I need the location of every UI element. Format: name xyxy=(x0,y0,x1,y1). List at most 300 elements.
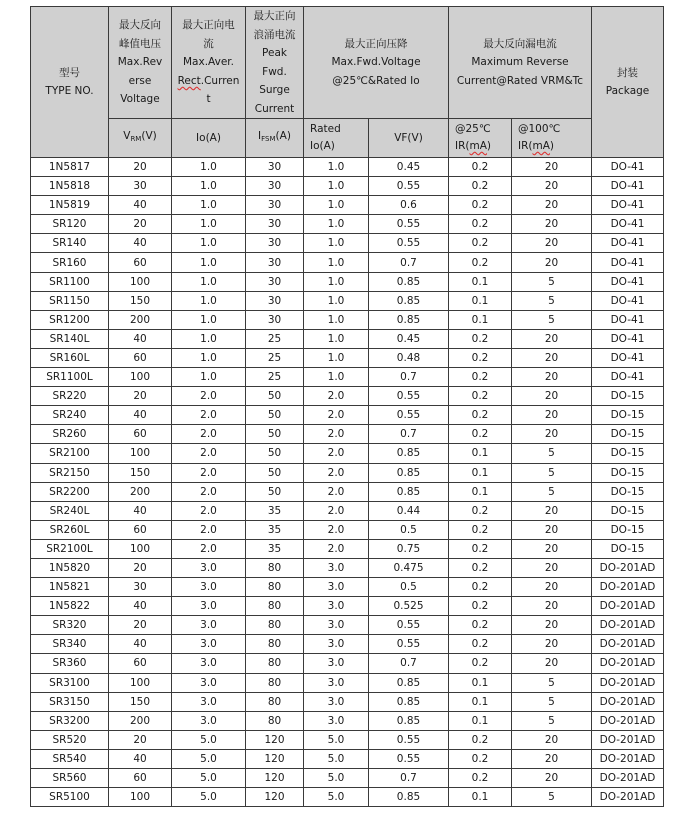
cell-vf: 0.44 xyxy=(369,501,449,520)
cell-io: 5.0 xyxy=(172,749,246,768)
cell-type: SR3100 xyxy=(31,673,109,692)
cell-vrm: 40 xyxy=(109,501,172,520)
table-row xyxy=(31,329,664,348)
header-ifsm-en1: Peak xyxy=(262,47,287,59)
cell-ir25: 0.1 xyxy=(449,692,512,711)
cell-ifsm: 30 xyxy=(246,310,304,329)
cell-io: 3.0 xyxy=(172,558,246,577)
table-row xyxy=(31,272,664,291)
cell-ir25: 0.2 xyxy=(449,749,512,768)
table-row xyxy=(31,310,664,329)
cell-ifsm: 25 xyxy=(246,329,304,348)
cell-vrm: 100 xyxy=(109,539,172,558)
header-ifsm-zh2: 浪涌电流 xyxy=(253,28,296,41)
cell-type: SR160L xyxy=(31,348,109,367)
header-vrm-en3: Voltage xyxy=(120,93,160,106)
cell-type: SR140L xyxy=(31,329,109,348)
cell-ir25: 0.1 xyxy=(449,788,512,807)
cell-ifsm: 120 xyxy=(246,769,304,788)
cell-vrm: 20 xyxy=(109,558,172,577)
cell-vf: 0.7 xyxy=(369,425,449,444)
unit-vrm-pre: V xyxy=(123,130,131,142)
cell-io: 1.0 xyxy=(172,234,246,253)
cell-vf: 0.5 xyxy=(369,578,449,597)
cell-ir100: 5 xyxy=(512,788,592,807)
cell-vrm: 20 xyxy=(109,387,172,406)
cell-vrm: 40 xyxy=(109,749,172,768)
cell-rated_io: 3.0 xyxy=(304,673,369,692)
cell-rated_io: 1.0 xyxy=(304,196,369,215)
cell-package: DO-41 xyxy=(592,253,664,272)
header-io-en2-rest: .Curren xyxy=(200,74,240,87)
unit-ifsm-pre: I xyxy=(258,130,262,142)
cell-package: DO-41 xyxy=(592,196,664,215)
cell-ir100: 5 xyxy=(512,310,592,329)
cell-ifsm: 80 xyxy=(246,616,304,635)
cell-io: 1.0 xyxy=(172,253,246,272)
cell-ir100: 20 xyxy=(512,635,592,654)
table-row xyxy=(31,692,664,711)
table-row xyxy=(31,387,664,406)
cell-type: SR5100 xyxy=(31,788,109,807)
cell-ir25: 0.2 xyxy=(449,158,512,177)
cell-package: DO-201AD xyxy=(592,749,664,768)
header-type-zh: 型号 xyxy=(59,66,80,79)
cell-ir25: 0.1 xyxy=(449,272,512,291)
cell-ir25: 0.1 xyxy=(449,310,512,329)
cell-rated_io: 5.0 xyxy=(304,730,369,749)
cell-type: SR1150 xyxy=(31,291,109,310)
cell-type: SR320 xyxy=(31,616,109,635)
cell-ir100: 20 xyxy=(512,368,592,387)
cell-io: 1.0 xyxy=(172,158,246,177)
cell-ir25: 0.1 xyxy=(449,444,512,463)
cell-ifsm: 120 xyxy=(246,730,304,749)
cell-vrm: 150 xyxy=(109,463,172,482)
cell-package: DO-15 xyxy=(592,406,664,425)
cell-vrm: 200 xyxy=(109,310,172,329)
cell-rated_io: 1.0 xyxy=(304,291,369,310)
cell-ir100: 20 xyxy=(512,749,592,768)
header-vrm-zh2: 峰值电压 xyxy=(119,37,161,50)
cell-ir25: 0.2 xyxy=(449,597,512,616)
cell-vrm: 60 xyxy=(109,654,172,673)
cell-ir100: 20 xyxy=(512,215,592,234)
cell-rated_io: 3.0 xyxy=(304,692,369,711)
header-io-en2 xyxy=(172,72,245,91)
cell-vf: 0.55 xyxy=(369,215,449,234)
table-row xyxy=(31,234,664,253)
cell-package: DO-41 xyxy=(592,272,664,291)
cell-ifsm: 30 xyxy=(246,196,304,215)
cell-package: DO-41 xyxy=(592,329,664,348)
cell-io: 3.0 xyxy=(172,597,246,616)
cell-ir100: 20 xyxy=(512,177,592,196)
header-type-en: TYPE NO. xyxy=(45,85,94,97)
cell-rated_io: 1.0 xyxy=(304,215,369,234)
table-row xyxy=(31,291,664,310)
cell-io: 1.0 xyxy=(172,310,246,329)
cell-vf: 0.85 xyxy=(369,272,449,291)
diode-spec-table xyxy=(30,6,664,807)
cell-vf: 0.85 xyxy=(369,463,449,482)
cell-rated_io: 1.0 xyxy=(304,272,369,291)
table-row xyxy=(31,539,664,558)
cell-package: DO-41 xyxy=(592,291,664,310)
header-ifsm xyxy=(246,7,304,119)
cell-ir100: 20 xyxy=(512,158,592,177)
cell-io: 1.0 xyxy=(172,291,246,310)
cell-rated_io: 3.0 xyxy=(304,578,369,597)
table-row xyxy=(31,253,664,272)
cell-vrm: 40 xyxy=(109,234,172,253)
cell-type: SR1100 xyxy=(31,272,109,291)
cell-rated_io: 2.0 xyxy=(304,425,369,444)
cell-ir25: 0.1 xyxy=(449,482,512,501)
header-ifsm-en2: Fwd. xyxy=(262,65,287,78)
cell-vrm: 40 xyxy=(109,635,172,654)
cell-ifsm: 50 xyxy=(246,387,304,406)
cell-type: SR560 xyxy=(31,769,109,788)
unit-rated-io-b: Io(A) xyxy=(310,140,335,152)
cell-io: 2.0 xyxy=(172,482,246,501)
cell-type: SR520 xyxy=(31,730,109,749)
unit-vrm-post: (V) xyxy=(141,130,157,142)
cell-vf: 0.85 xyxy=(369,291,449,310)
unit-ir100-pre: IR( xyxy=(518,140,533,152)
header-ir-en1: Maximum Reverse xyxy=(471,56,569,69)
cell-io: 5.0 xyxy=(172,769,246,788)
cell-ir100: 20 xyxy=(512,520,592,539)
cell-ifsm: 30 xyxy=(246,177,304,196)
cell-ifsm: 80 xyxy=(246,558,304,577)
unit-io: Io(A) xyxy=(172,119,246,158)
cell-ifsm: 50 xyxy=(246,425,304,444)
table-row xyxy=(31,788,664,807)
header-ir-group xyxy=(449,7,592,119)
cell-ifsm: 35 xyxy=(246,501,304,520)
cell-rated_io: 1.0 xyxy=(304,253,369,272)
cell-rated_io: 5.0 xyxy=(304,788,369,807)
spellcheck-word: mA xyxy=(532,140,550,152)
cell-rated_io: 2.0 xyxy=(304,463,369,482)
cell-ifsm: 80 xyxy=(246,711,304,730)
header-ifsm-en3: Surge xyxy=(259,84,290,96)
cell-vf: 0.55 xyxy=(369,234,449,253)
header-vrm-en2: erse xyxy=(128,74,152,87)
cell-io: 2.0 xyxy=(172,425,246,444)
cell-ifsm: 25 xyxy=(246,368,304,387)
cell-ir100: 20 xyxy=(512,234,592,253)
cell-vf: 0.45 xyxy=(369,329,449,348)
header-ifsm-zh1: 最大正向 xyxy=(253,10,296,22)
cell-ir25: 0.2 xyxy=(449,406,512,425)
cell-ir25: 0.2 xyxy=(449,329,512,348)
cell-vf: 0.7 xyxy=(369,253,449,272)
cell-ir100: 20 xyxy=(512,769,592,788)
cell-vrm: 30 xyxy=(109,578,172,597)
cell-ir100: 20 xyxy=(512,616,592,635)
cell-rated_io: 1.0 xyxy=(304,310,369,329)
table-row xyxy=(31,520,664,539)
cell-vf: 0.85 xyxy=(369,711,449,730)
unit-ifsm xyxy=(246,119,304,158)
header-ir-en2: Current@Rated VRM&Tc xyxy=(456,74,584,87)
cell-rated_io: 5.0 xyxy=(304,769,369,788)
cell-ir25: 0.2 xyxy=(449,234,512,253)
cell-ir25: 0.2 xyxy=(449,196,512,215)
cell-ir100: 20 xyxy=(512,348,592,367)
cell-ir25: 0.2 xyxy=(449,730,512,749)
cell-vf: 0.5 xyxy=(369,520,449,539)
cell-rated_io: 2.0 xyxy=(304,444,369,463)
table-row xyxy=(31,463,664,482)
cell-package: DO-15 xyxy=(592,387,664,406)
cell-package: DO-15 xyxy=(592,425,664,444)
table-row xyxy=(31,769,664,788)
cell-type: 1N5822 xyxy=(31,597,109,616)
cell-package: DO-201AD xyxy=(592,558,664,577)
cell-package: DO-201AD xyxy=(592,578,664,597)
cell-vrm: 30 xyxy=(109,177,172,196)
header-package xyxy=(592,7,664,158)
table-row xyxy=(31,425,664,444)
cell-vf: 0.55 xyxy=(369,635,449,654)
cell-package: DO-15 xyxy=(592,463,664,482)
cell-package: DO-41 xyxy=(592,234,664,253)
cell-ifsm: 30 xyxy=(246,291,304,310)
cell-vf: 0.55 xyxy=(369,387,449,406)
cell-ir100: 5 xyxy=(512,444,592,463)
cell-rated_io: 2.0 xyxy=(304,539,369,558)
cell-vf: 0.525 xyxy=(369,597,449,616)
cell-ir25: 0.2 xyxy=(449,348,512,367)
cell-ifsm: 80 xyxy=(246,578,304,597)
cell-io: 2.0 xyxy=(172,406,246,425)
cell-package: DO-41 xyxy=(592,310,664,329)
cell-type: SR3200 xyxy=(31,711,109,730)
cell-io: 5.0 xyxy=(172,730,246,749)
cell-ifsm: 35 xyxy=(246,520,304,539)
table-row xyxy=(31,635,664,654)
cell-ir100: 20 xyxy=(512,406,592,425)
cell-vf: 0.7 xyxy=(369,769,449,788)
cell-ifsm: 35 xyxy=(246,539,304,558)
table-row xyxy=(31,177,664,196)
cell-rated_io: 2.0 xyxy=(304,406,369,425)
cell-ir25: 0.2 xyxy=(449,520,512,539)
table-row xyxy=(31,673,664,692)
cell-package: DO-201AD xyxy=(592,730,664,749)
table-row xyxy=(31,578,664,597)
cell-ifsm: 50 xyxy=(246,406,304,425)
cell-vrm: 60 xyxy=(109,348,172,367)
cell-rated_io: 1.0 xyxy=(304,158,369,177)
cell-rated_io: 1.0 xyxy=(304,368,369,387)
cell-package: DO-41 xyxy=(592,215,664,234)
cell-package: DO-201AD xyxy=(592,673,664,692)
header-vf-en2: @25℃&Rated Io xyxy=(332,74,420,87)
cell-vrm: 100 xyxy=(109,444,172,463)
cell-type: SR3150 xyxy=(31,692,109,711)
cell-rated_io: 2.0 xyxy=(304,387,369,406)
table-row xyxy=(31,616,664,635)
cell-ifsm: 80 xyxy=(246,673,304,692)
cell-type: 1N5817 xyxy=(31,158,109,177)
cell-package: DO-201AD xyxy=(592,711,664,730)
cell-vf: 0.55 xyxy=(369,177,449,196)
cell-ir100: 20 xyxy=(512,597,592,616)
header-vrm xyxy=(109,7,172,119)
cell-ifsm: 50 xyxy=(246,463,304,482)
header-package-en: Package xyxy=(605,85,650,97)
cell-io: 3.0 xyxy=(172,654,246,673)
cell-rated_io: 3.0 xyxy=(304,616,369,635)
cell-vrm: 100 xyxy=(109,368,172,387)
cell-io: 3.0 xyxy=(172,616,246,635)
header-ifsm-en4: Current xyxy=(254,102,295,115)
cell-ir100: 20 xyxy=(512,501,592,520)
cell-ir100: 5 xyxy=(512,482,592,501)
cell-vrm: 20 xyxy=(109,616,172,635)
cell-rated_io: 2.0 xyxy=(304,520,369,539)
cell-ir25: 0.2 xyxy=(449,501,512,520)
cell-type: SR2200 xyxy=(31,482,109,501)
cell-package: DO-15 xyxy=(592,520,664,539)
cell-vrm: 40 xyxy=(109,406,172,425)
cell-rated_io: 1.0 xyxy=(304,234,369,253)
cell-ir100: 20 xyxy=(512,539,592,558)
cell-ir25: 0.2 xyxy=(449,387,512,406)
table-row xyxy=(31,368,664,387)
header-io xyxy=(172,7,246,119)
cell-ifsm: 50 xyxy=(246,444,304,463)
table-row xyxy=(31,158,664,177)
cell-ir100: 5 xyxy=(512,692,592,711)
cell-ir25: 0.2 xyxy=(449,425,512,444)
cell-ir100: 5 xyxy=(512,673,592,692)
cell-vf: 0.48 xyxy=(369,348,449,367)
cell-type: SR360 xyxy=(31,654,109,673)
cell-ifsm: 80 xyxy=(246,654,304,673)
cell-io: 3.0 xyxy=(172,635,246,654)
header-vf-zh: 最大正向压降 xyxy=(344,37,408,50)
cell-vrm: 20 xyxy=(109,158,172,177)
cell-ifsm: 30 xyxy=(246,215,304,234)
cell-vrm: 150 xyxy=(109,692,172,711)
cell-vf: 0.7 xyxy=(369,368,449,387)
header-vrm-en1: Max.Rev xyxy=(117,56,163,69)
cell-ir25: 0.2 xyxy=(449,635,512,654)
cell-ir25: 0.2 xyxy=(449,558,512,577)
cell-vf: 0.45 xyxy=(369,158,449,177)
cell-ir100: 5 xyxy=(512,272,592,291)
cell-io: 1.0 xyxy=(172,329,246,348)
cell-rated_io: 3.0 xyxy=(304,597,369,616)
header-type-no xyxy=(31,7,109,158)
unit-vf: VF(V) xyxy=(369,119,449,158)
unit-ir100 xyxy=(512,119,592,158)
cell-io: 1.0 xyxy=(172,215,246,234)
unit-vrm-sub: RM xyxy=(130,135,142,143)
header-io-zh1: 最大正向电 xyxy=(182,19,235,32)
cell-ir100: 20 xyxy=(512,387,592,406)
cell-vf: 0.475 xyxy=(369,558,449,577)
header-ir-zh: 最大反向漏电流 xyxy=(483,37,557,50)
unit-ifsm-sub: FSM xyxy=(261,135,276,143)
cell-type: SR240 xyxy=(31,406,109,425)
cell-rated_io: 3.0 xyxy=(304,635,369,654)
cell-vf: 0.85 xyxy=(369,310,449,329)
unit-ir25 xyxy=(449,119,512,158)
cell-vf: 0.7 xyxy=(369,654,449,673)
cell-package: DO-201AD xyxy=(592,597,664,616)
cell-io: 1.0 xyxy=(172,177,246,196)
table-row xyxy=(31,482,664,501)
cell-type: SR240L xyxy=(31,501,109,520)
cell-ir25: 0.2 xyxy=(449,578,512,597)
unit-ir25-a: @25℃ xyxy=(455,123,491,135)
cell-vrm: 60 xyxy=(109,425,172,444)
cell-rated_io: 1.0 xyxy=(304,177,369,196)
cell-ir100: 20 xyxy=(512,329,592,348)
cell-ir25: 0.2 xyxy=(449,539,512,558)
spellcheck-word: mA xyxy=(469,140,487,152)
cell-io: 2.0 xyxy=(172,387,246,406)
cell-ir25: 0.2 xyxy=(449,368,512,387)
cell-io: 3.0 xyxy=(172,578,246,597)
cell-vrm: 200 xyxy=(109,482,172,501)
cell-package: DO-41 xyxy=(592,158,664,177)
cell-type: SR2100 xyxy=(31,444,109,463)
cell-io: 1.0 xyxy=(172,348,246,367)
cell-ir100: 5 xyxy=(512,463,592,482)
cell-io: 2.0 xyxy=(172,444,246,463)
cell-type: SR540 xyxy=(31,749,109,768)
cell-vf: 0.85 xyxy=(369,444,449,463)
cell-type: 1N5818 xyxy=(31,177,109,196)
cell-package: DO-15 xyxy=(592,482,664,501)
cell-package: DO-201AD xyxy=(592,769,664,788)
cell-package: DO-201AD xyxy=(592,692,664,711)
cell-type: 1N5819 xyxy=(31,196,109,215)
header-io-en3: t xyxy=(206,93,211,106)
cell-package: DO-41 xyxy=(592,348,664,367)
cell-package: DO-201AD xyxy=(592,616,664,635)
cell-ifsm: 30 xyxy=(246,272,304,291)
cell-io: 5.0 xyxy=(172,788,246,807)
cell-ir100: 20 xyxy=(512,654,592,673)
cell-package: DO-15 xyxy=(592,501,664,520)
cell-vf: 0.55 xyxy=(369,406,449,425)
cell-vf: 0.85 xyxy=(369,482,449,501)
cell-ir25: 0.1 xyxy=(449,711,512,730)
cell-type: 1N5821 xyxy=(31,578,109,597)
cell-rated_io: 1.0 xyxy=(304,329,369,348)
cell-type: SR140 xyxy=(31,234,109,253)
cell-ir100: 20 xyxy=(512,578,592,597)
cell-vrm: 40 xyxy=(109,597,172,616)
cell-vrm: 200 xyxy=(109,711,172,730)
cell-ir100: 5 xyxy=(512,291,592,310)
unit-ir100-b xyxy=(518,138,591,155)
cell-vrm: 60 xyxy=(109,520,172,539)
cell-package: DO-201AD xyxy=(592,788,664,807)
header-io-zh2: 流 xyxy=(203,37,214,50)
cell-vf: 0.6 xyxy=(369,196,449,215)
cell-type: SR120 xyxy=(31,215,109,234)
cell-type: SR2150 xyxy=(31,463,109,482)
